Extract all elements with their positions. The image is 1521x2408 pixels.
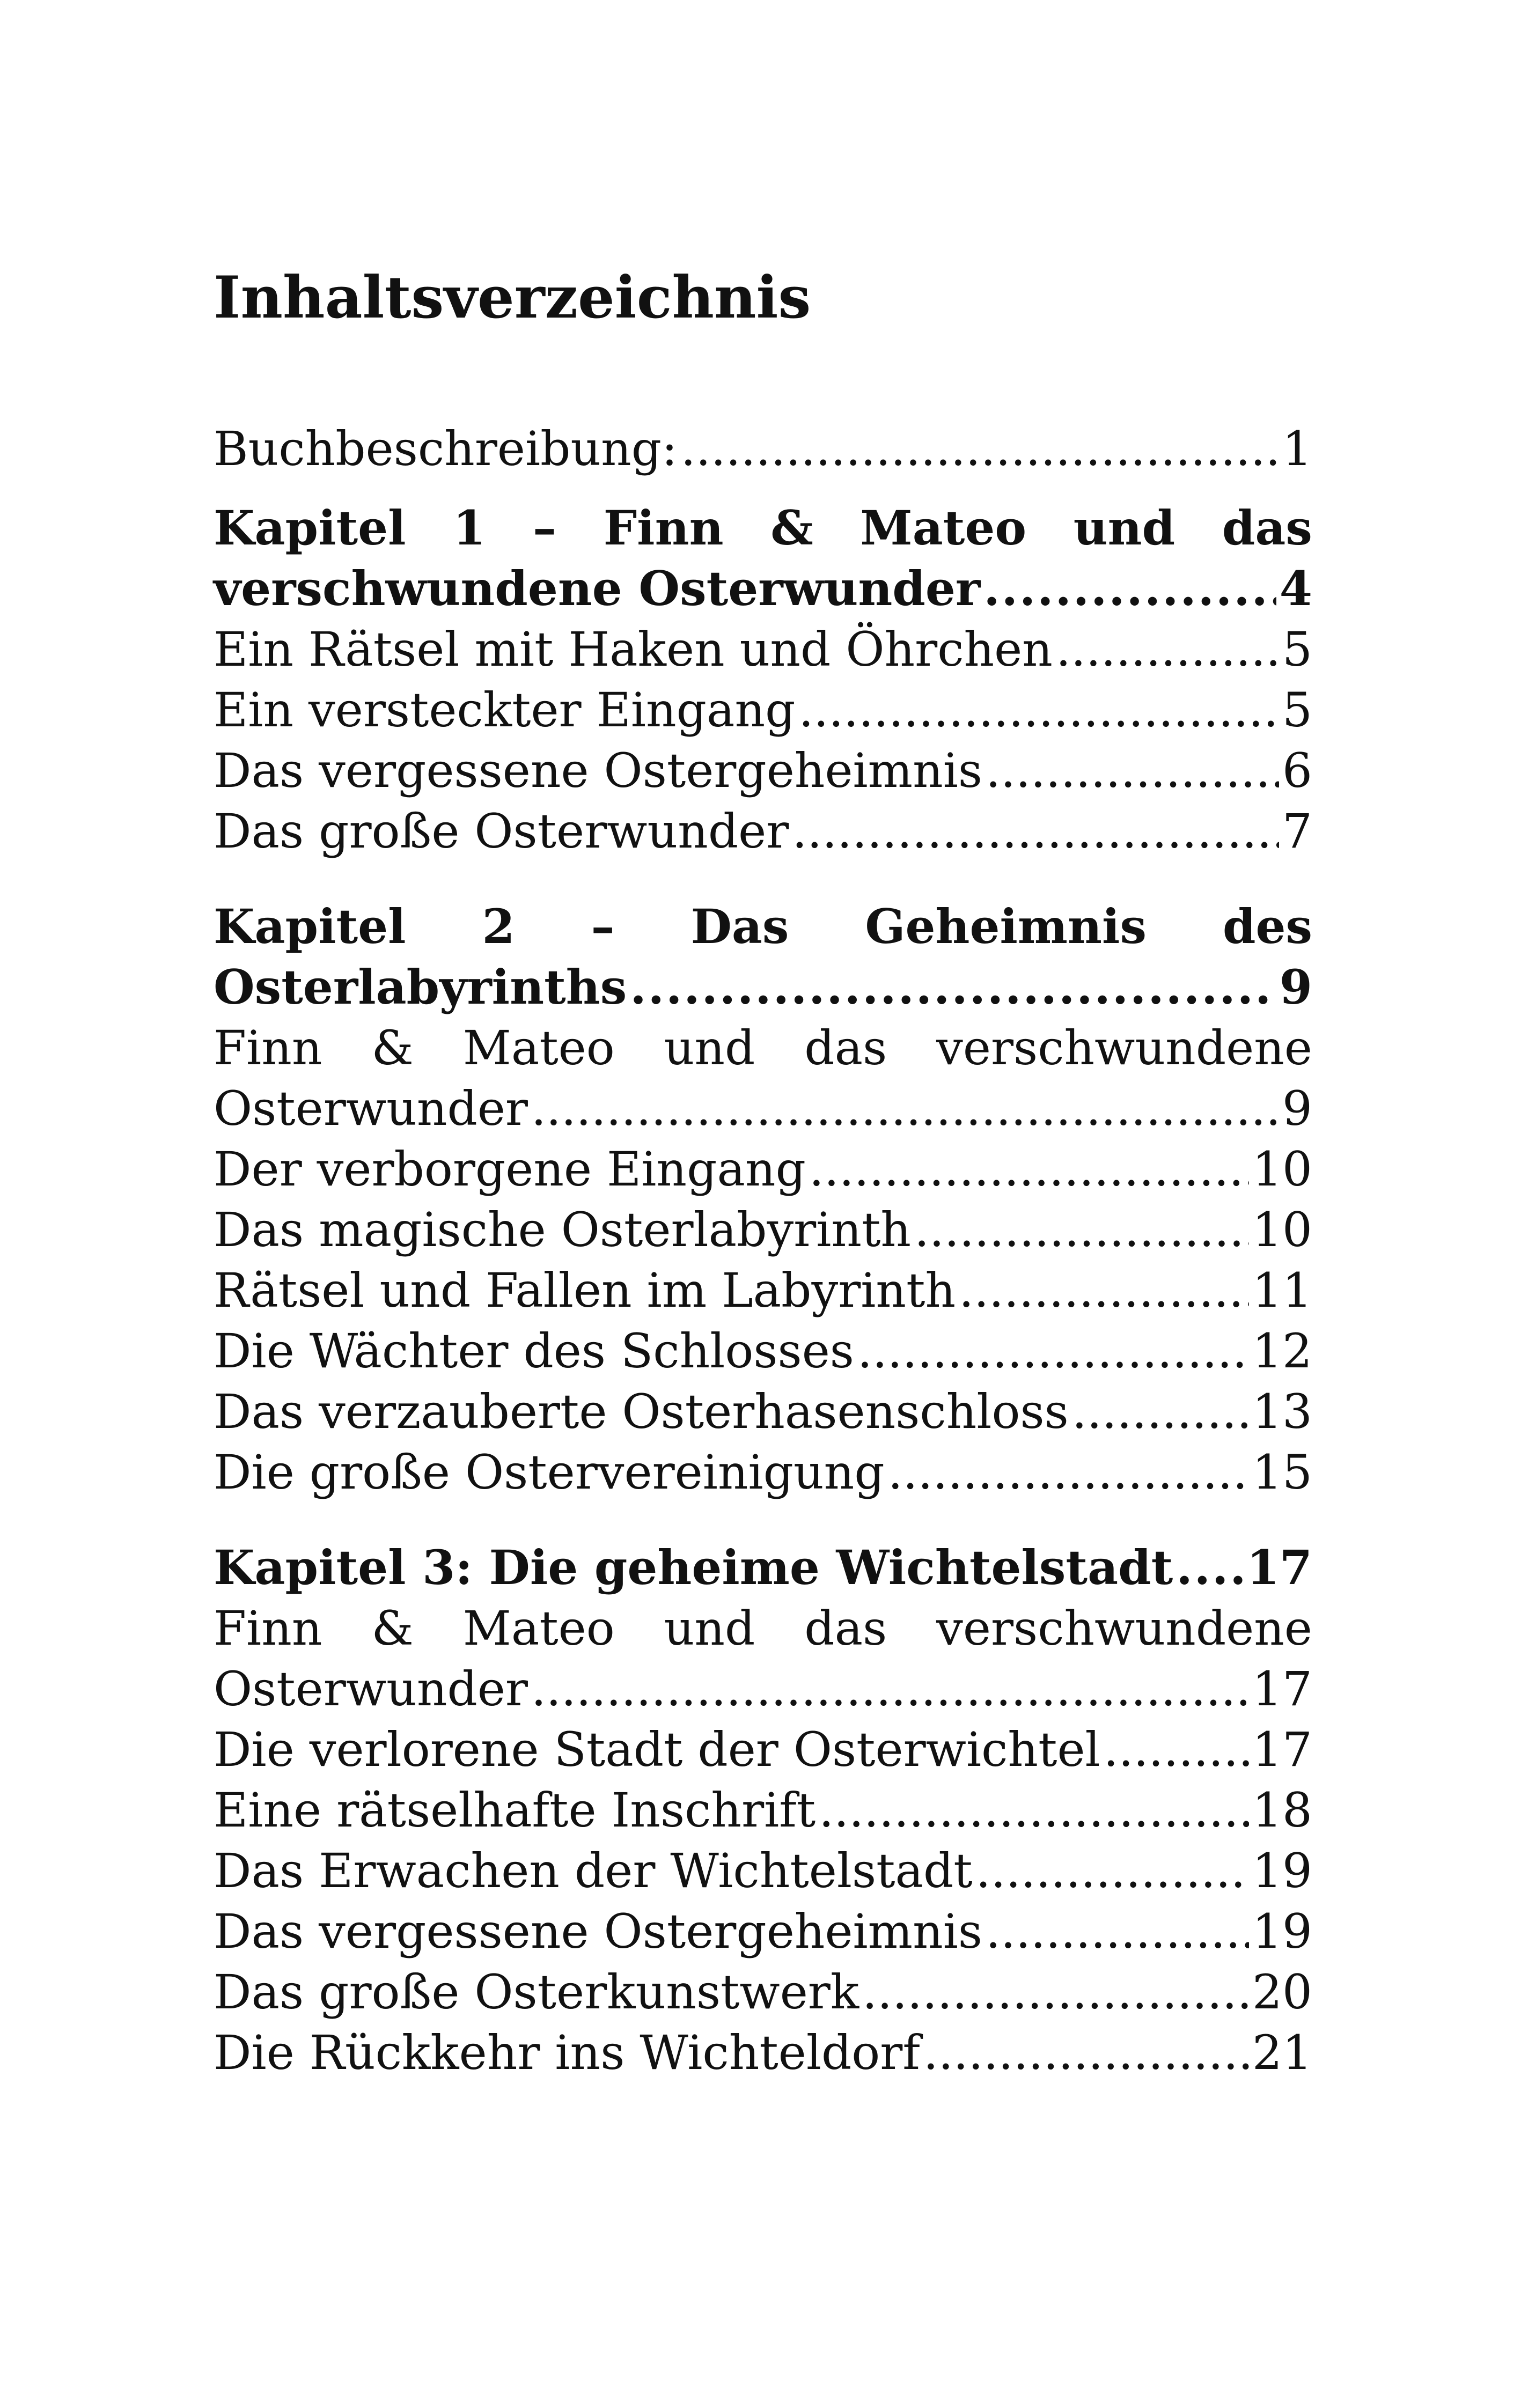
entry-word: &: [371, 1020, 414, 1076]
toc-entry-label: Osterwunder: [214, 1661, 528, 1717]
entry-word: &: [371, 1601, 414, 1656]
toc-page-number: 11: [1252, 1263, 1312, 1318]
toc-page-number: 10: [1252, 1202, 1312, 1257]
toc-entry-label: Das verzauberte Osterhasenschloss: [214, 1384, 1069, 1439]
toc-page-number: 10: [1252, 1142, 1312, 1197]
heading-word: Kapitel: [214, 500, 406, 556]
toc-entry[interactable]: [214, 680, 1312, 740]
toc-entry-label: Ein Rätsel mit Haken und Öhrchen: [214, 622, 1053, 677]
entry-word: und: [664, 1601, 755, 1656]
dot-leader: [914, 1199, 1249, 1260]
dot-leader: [986, 1901, 1249, 1962]
entry-word: Mateo: [462, 1601, 615, 1656]
heading-word: und: [1073, 500, 1175, 556]
dot-leader: [798, 680, 1279, 740]
dot-leader: [888, 1442, 1249, 1503]
chapter-2-heading-line-2[interactable]: [214, 957, 1312, 1018]
toc-entry-label: verschwundene Osterwunder: [214, 561, 981, 616]
entry-word: Finn: [214, 1020, 322, 1076]
heading-word: Das: [690, 899, 789, 954]
toc-page-number: 17: [1246, 1540, 1312, 1595]
toc-entry-label: Der verborgene Eingang: [214, 1142, 806, 1197]
toc-page-number: 21: [1252, 2025, 1312, 2080]
toc-entry[interactable]: [214, 2022, 1312, 2083]
dot-leader: [862, 1962, 1249, 2022]
toc-page-number: 19: [1252, 1843, 1312, 1898]
toc-entry[interactable]: [214, 1199, 1312, 1260]
heading-word: Finn: [603, 500, 724, 556]
dot-leader: [986, 740, 1279, 801]
dot-leader: [976, 1840, 1249, 1901]
toc-entry[interactable]: [214, 619, 1312, 680]
toc-entry-label: Rätsel und Fallen im Labyrinth: [214, 1263, 956, 1318]
toc-page-number: 9: [1282, 1081, 1312, 1136]
heading-word: 1: [453, 500, 486, 556]
toc-entry[interactable]: [214, 1901, 1312, 1962]
toc-entry-label: Die Wächter des Schlosses: [214, 1323, 854, 1379]
toc-page-number: 5: [1282, 622, 1312, 677]
toc-entry[interactable]: [214, 1780, 1312, 1840]
heading-word: 2: [482, 899, 515, 954]
heading-word: Mateo: [860, 500, 1027, 556]
dot-leader: [983, 558, 1276, 619]
dot-leader: [923, 2022, 1249, 2083]
page-title: Inhaltsverzeichnis: [214, 264, 811, 332]
toc-entry-label: Das große Osterwunder: [214, 804, 789, 859]
toc-entry[interactable]: [214, 1442, 1312, 1503]
toc-page-number: 19: [1252, 1904, 1312, 1959]
toc-entry-label: Die verlorene Stadt der Osterwichtel: [214, 1722, 1100, 1777]
heading-word: des: [1222, 899, 1312, 954]
toc-entry-wrapped-line-2[interactable]: [214, 1078, 1312, 1139]
toc-entry-label: Die große Ostervereinigung: [214, 1445, 885, 1500]
dot-leader: [792, 801, 1279, 861]
toc-entry-wrapped-line-1[interactable]: [214, 1018, 1312, 1078]
toc-entry[interactable]: [214, 740, 1312, 801]
toc-entry-label: Eine rätselhafte Inschrift: [214, 1783, 816, 1838]
chapter-1-heading-line-1[interactable]: [214, 498, 1312, 558]
toc-entry-wrapped-line-2[interactable]: [214, 1659, 1312, 1719]
dot-leader: [1072, 1381, 1249, 1442]
toc-entry-label: Die Rückkehr ins Wichteldorf: [214, 2025, 920, 2080]
dot-leader: [809, 1139, 1249, 1199]
toc-entry-label: Das Erwachen der Wichtelstadt: [214, 1843, 973, 1898]
toc-entry-label: Osterwunder: [214, 1081, 528, 1136]
toc-entry[interactable]: [214, 1840, 1312, 1901]
entry-word: das: [804, 1601, 887, 1656]
heading-word: &: [770, 500, 813, 556]
toc-entry[interactable]: [214, 1962, 1312, 2022]
toc-page-number: 7: [1282, 804, 1312, 859]
toc-page-number: 15: [1252, 1445, 1312, 1500]
heading-word: das: [1222, 500, 1312, 556]
entry-word: Mateo: [462, 1020, 615, 1076]
dot-leader: [531, 1659, 1249, 1719]
dot-leader: [1176, 1537, 1243, 1598]
heading-word: Geheimnis: [865, 899, 1147, 954]
toc-entry[interactable]: [214, 801, 1312, 861]
heading-word: –: [591, 899, 615, 954]
toc-entry-label: Kapitel 3: Die geheime Wichtelstadt: [214, 1540, 1173, 1595]
entry-word: verschwundene: [936, 1601, 1312, 1656]
dot-leader: [857, 1321, 1249, 1381]
toc-entry[interactable]: [214, 1719, 1312, 1780]
toc-entry[interactable]: [214, 1260, 1312, 1321]
dot-leader: [681, 418, 1279, 479]
toc-entry-buchbeschreibung[interactable]: [214, 418, 1312, 479]
toc-entry-label: Osterlabyrinths: [214, 959, 627, 1015]
chapter-2-heading-line-1[interactable]: [214, 896, 1312, 957]
dot-leader: [1056, 619, 1279, 680]
heading-word: –: [533, 500, 557, 556]
toc-page-number: 4: [1279, 561, 1312, 616]
entry-word: das: [804, 1020, 887, 1076]
dot-leader: [531, 1078, 1279, 1139]
toc-entry[interactable]: [214, 1321, 1312, 1381]
heading-word: Kapitel: [214, 899, 406, 954]
dot-leader: [1104, 1719, 1249, 1780]
toc-page-number: 17: [1252, 1722, 1312, 1777]
toc-page-number: 20: [1252, 1964, 1312, 2020]
chapter-1-heading-line-2[interactable]: [214, 558, 1312, 619]
toc-entry-label: Das vergessene Ostergeheimnis: [214, 1904, 983, 1959]
entry-word: und: [664, 1020, 755, 1076]
toc-page-number: 1: [1282, 421, 1312, 476]
entry-word: Finn: [214, 1601, 322, 1656]
toc-page-number: 12: [1252, 1323, 1312, 1379]
dot-leader: [959, 1260, 1249, 1321]
toc-entry[interactable]: [214, 1139, 1312, 1199]
dot-leader: [819, 1780, 1249, 1840]
toc-entry-label: Das magische Osterlabyrinth: [214, 1202, 912, 1257]
toc-entry[interactable]: [214, 1381, 1312, 1442]
toc-page-number: 9: [1279, 959, 1312, 1015]
toc-entry-label: Buchbeschreibung:: [214, 421, 678, 476]
chapter-3-heading[interactable]: [214, 1537, 1312, 1598]
toc-page-number: 13: [1252, 1384, 1312, 1439]
table-of-contents: [214, 418, 1312, 2083]
entry-word: verschwundene: [936, 1020, 1312, 1076]
toc-entry-wrapped-line-1[interactable]: [214, 1598, 1312, 1659]
toc-page-number: 6: [1282, 743, 1312, 798]
dot-leader: [630, 957, 1276, 1018]
toc-page-number: 18: [1252, 1783, 1312, 1838]
toc-page-number: 17: [1252, 1661, 1312, 1717]
toc-page-number: 5: [1282, 682, 1312, 738]
toc-entry-label: Ein versteckter Eingang: [214, 682, 796, 738]
toc-entry-label: Das große Osterkunstwerk: [214, 1964, 859, 2020]
toc-entry-label: Das vergessene Ostergeheimnis: [214, 743, 983, 798]
